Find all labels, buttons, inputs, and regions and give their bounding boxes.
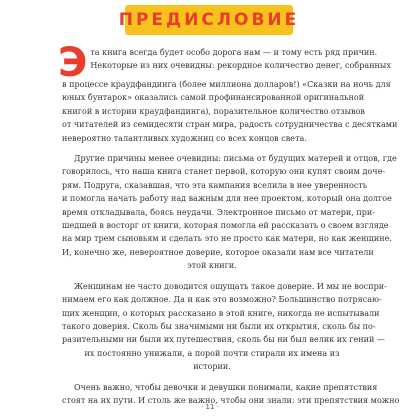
text-line: на мир трем сыновьям и сделать это не просто как матери, но как женщине. [62,234,392,244]
text-line: время откладывала, боясь неудачи. Электронное письмо от матери, при- [62,207,375,217]
paragraph-1 [58,40,398,145]
text-line: от читателей из семидесяти стран мира, радость сотрудничества с десятками [62,120,398,130]
paragraph-3 [62,280,387,374]
text-line: Другие причины менее очевидны: письма от будущих матерей и отцов, где [74,154,397,164]
text-line: невероятно талантливых художниц со всех концов света. [62,133,307,143]
page-number [0,403,420,411]
text-line: и помогла начать работу над важным для нее проектом, который она долгое [62,194,392,204]
text-line: говорилось, что наша книга станет первой, которую они купят своим доче- [62,167,386,177]
text-line: такого доверия. Сколь бы значимыми ни были их открытия, сколь бы по- [62,321,376,331]
text-line: щих женщин, о которых рассказано в этой книге, никогда не испытывали [62,308,380,318]
page-number-dot: · [216,403,219,411]
text-line: Некоторые из них очевидны: рекордное количество денег, собранных [90,61,391,71]
text-line: в процессе краудфандинга (более миллиона долларов!) «Сказки на ночь для [62,80,391,89]
page-number-value: 11 [205,403,215,411]
text-line: истории. [193,362,231,372]
paragraph-2 [62,152,397,273]
text-line: этой книги. [187,261,237,271]
text-line: шедшей в восторг от книги, которая помогла ей рассказать о своем взгляде [62,221,389,231]
text-line: юных бунтарок» оказались самой профинансированной оригинальной [62,93,365,103]
text-line: разительными ни были их путешествия, сколь бы ни был велик их гений — [62,335,385,345]
page-title: ПРЕДИСЛОВИЕ [118,10,300,30]
text-line: та книга всегда будет особо дорога нам — и тому есть ряд причин. [90,48,378,57]
title-banner [118,5,300,35]
text-line: И, конечно же, невероятное доверие, которое оказали нам все читатели [62,247,374,257]
body-text [58,40,400,407]
drop-cap: Э [58,40,88,86]
text-line: рям. Подруга, сказавшая, что эта кампания вселила в нее уверенность [62,180,368,190]
page-number-dot: · [201,403,204,411]
text-line: стоят на их пути. И столь же важно, чтобы они знали: эти препятствия можно [62,395,400,405]
text-line: книгой в истории краудфандинга), поразительное количество отзывов [62,106,365,116]
text-line: нимаем его как должное. Да и как это возможно? Большинство потрясаю- [62,295,382,305]
text-line: Очень важно, чтобы девочки и девушки понимали, какие препятствия [74,382,378,392]
text-line: Женщинам не часто доводится ощущать такое доверие. И мы не воспри- [74,281,387,291]
text-line: их постоянно унижали, а порой почти стирали их имена из [84,348,340,358]
